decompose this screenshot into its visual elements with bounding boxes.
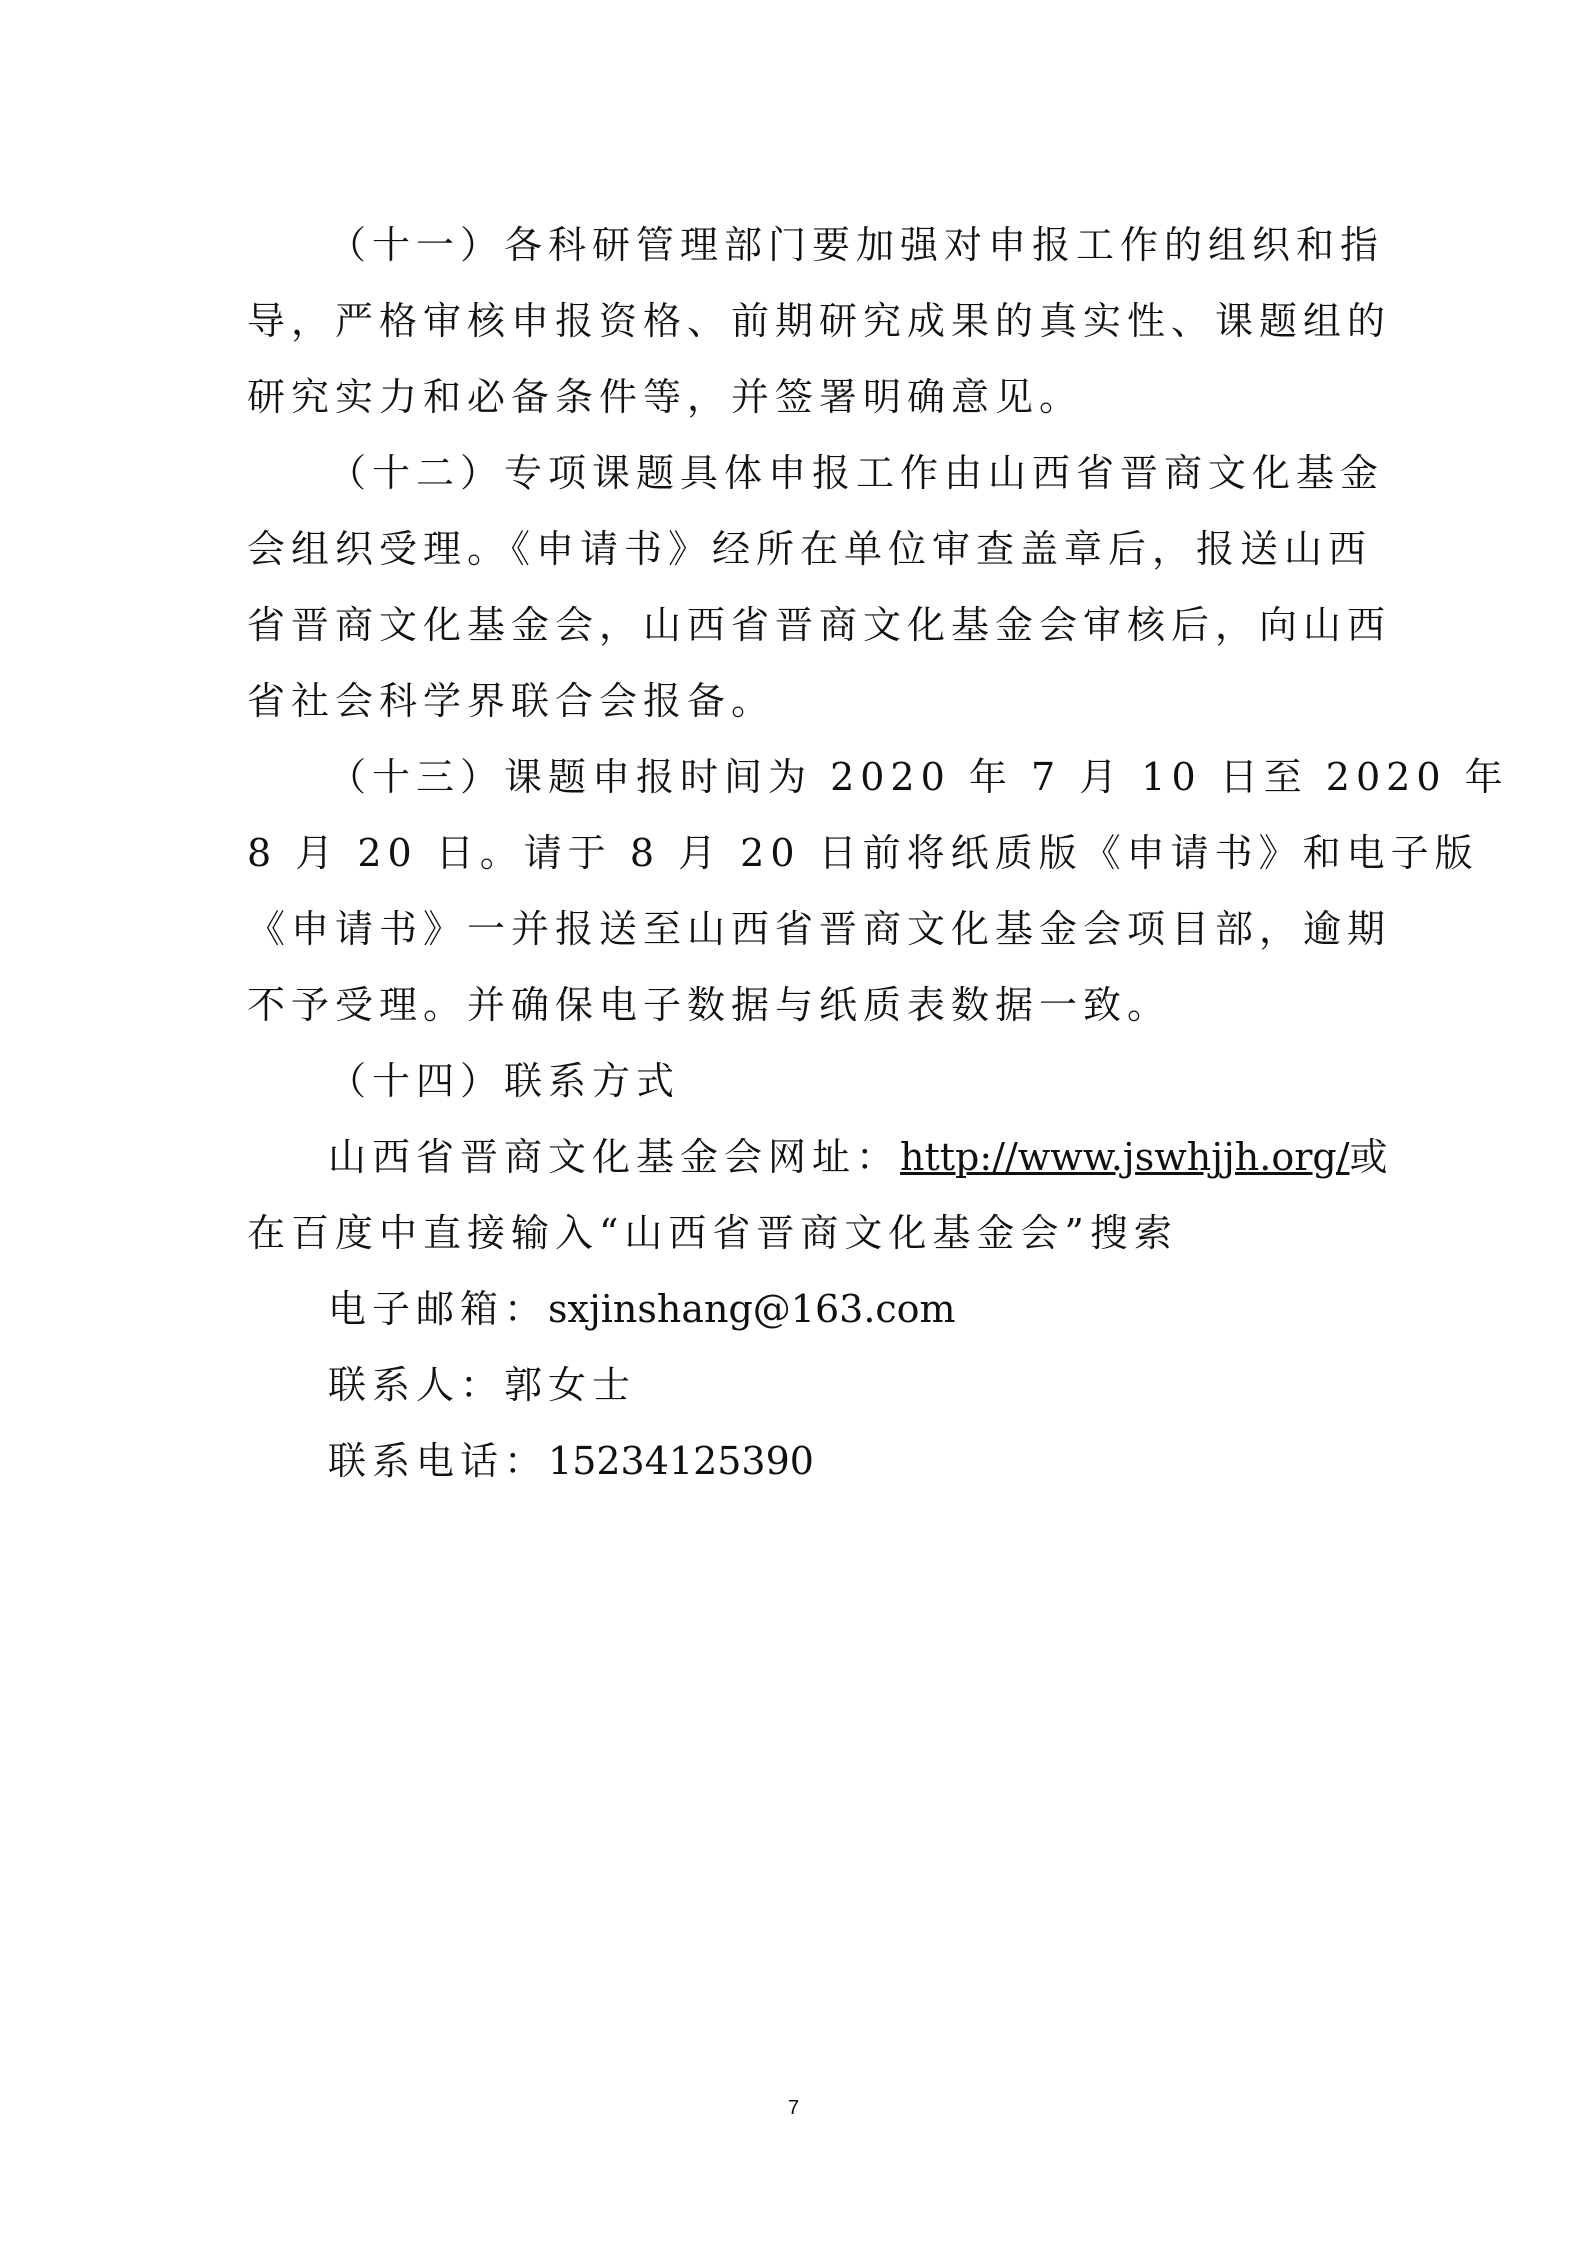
email-label: 电子邮箱：	[328, 1287, 549, 1331]
paragraph-11-line-3: 研究实力和必备条件等，并签署明确意见。	[247, 375, 1084, 419]
contact-person-name: 郭女士	[504, 1363, 637, 1407]
website-link[interactable]: http://www.jswhjjh.org/	[900, 1135, 1350, 1179]
paragraph-13-line-1: （十三）课题申报时间为 2020 年 7 月 10 日至 2020 年	[328, 755, 1509, 799]
contact-person-line	[328, 1361, 1438, 1409]
website-line	[328, 1133, 1438, 1181]
phone-line	[328, 1437, 1438, 1485]
paragraph-12-line-1: （十二）专项课题具体申报工作由山西省晋商文化基金	[328, 451, 1385, 495]
paragraph-12-line-3: 省晋商文化基金会，山西省晋商文化基金会审核后，向山西	[247, 603, 1392, 647]
paragraph-13-line-2: 8 月 20 日。请于 8 月 20 日前将纸质版《申请书》和电子版	[247, 831, 1479, 875]
contact-person-label: 联系人：	[328, 1363, 505, 1407]
phone-number: 15234125390	[548, 1439, 814, 1483]
paragraph-12-line-4: 省社会科学界联合会报备。	[247, 679, 776, 723]
website-suffix: 或	[1349, 1135, 1394, 1179]
website-label: 山西省晋商文化基金会网址：	[328, 1135, 901, 1179]
email-line	[328, 1285, 1438, 1333]
phone-label: 联系电话：	[328, 1439, 549, 1483]
search-instruction-line: 在百度中直接输入“山西省晋商文化基金会”搜索	[247, 1211, 1178, 1255]
paragraph-12-line-2: 会组织受理。《申请书》经所在单位审查盖章后，报送山西	[247, 527, 1373, 571]
paragraph-13-line-4: 不予受理。并确保电子数据与纸质表数据一致。	[247, 983, 1172, 1027]
paragraph-11-line-2: 导，严格审核申报资格、前期研究成果的真实性、课题组的	[247, 299, 1392, 343]
email-address: sxjinshang@163.com	[548, 1287, 956, 1331]
paragraph-14-heading: （十四）联系方式	[328, 1059, 681, 1103]
paragraph-13-line-3: 《申请书》一并报送至山西省晋商文化基金会项目部，逾期	[247, 907, 1392, 951]
paragraph-11-line-1: （十一）各科研管理部门要加强对申报工作的组织和指	[328, 223, 1385, 267]
page-number: 7	[787, 2097, 800, 2119]
